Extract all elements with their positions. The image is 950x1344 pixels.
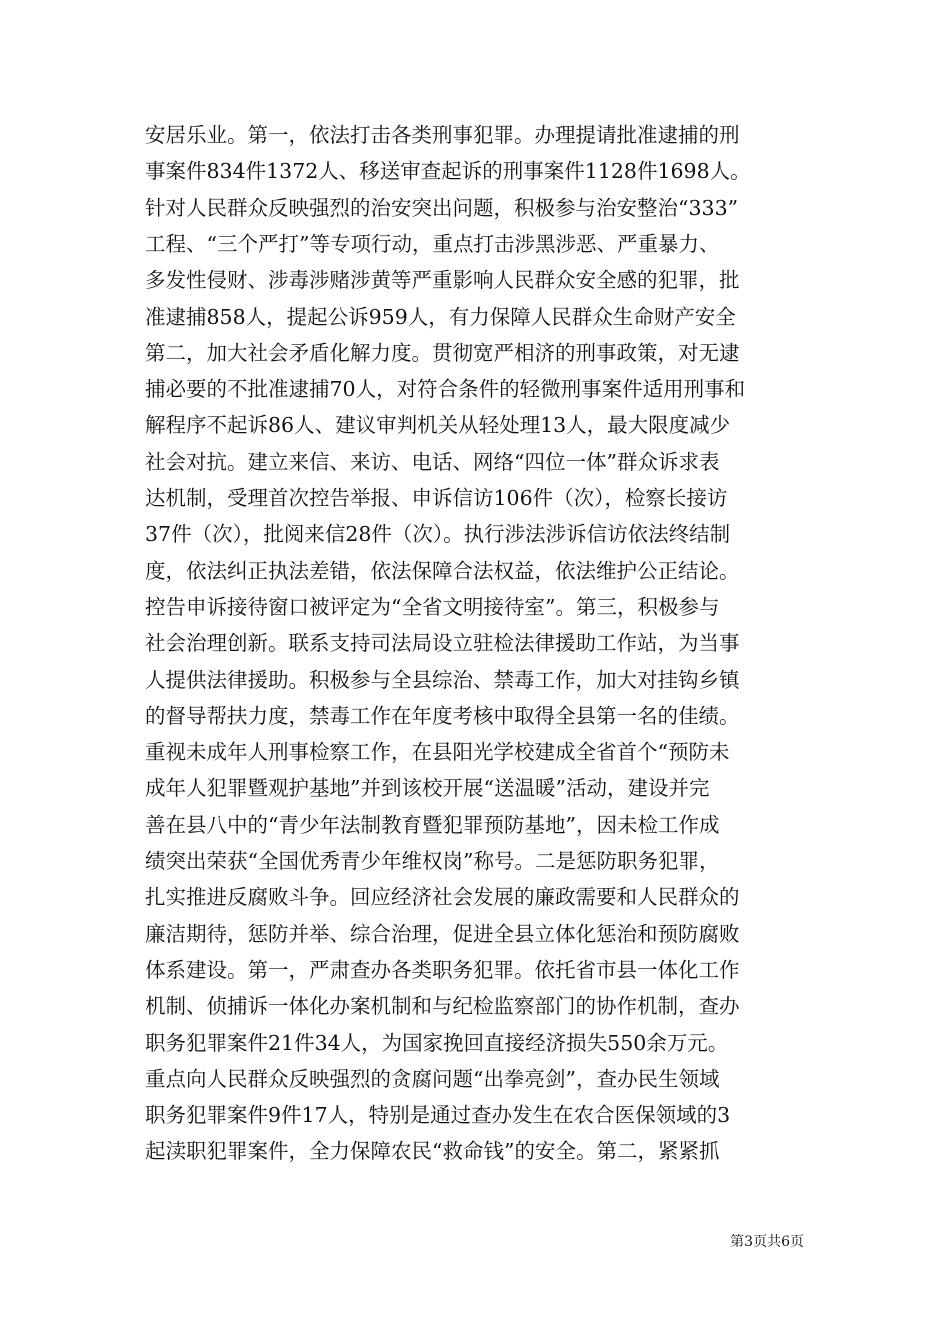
text-line: 第二，加大社会矛盾化解力度。贯彻宽严相济的刑事政策，对无逮	[145, 340, 740, 365]
text-line: 准逮捕858人，提起公诉959人，有力保障人民群众生命财产安全	[145, 304, 736, 329]
text-line: 事案件834件1372人、移送审查起诉的刑事案件1128件1698人。	[145, 159, 751, 184]
page-number-footer: 第3页共6页	[730, 1234, 804, 1250]
text-line: 重视未成年人刑事检察工作，在县阳光学校建成全省首个“预防未	[145, 740, 730, 765]
text-line: 善在县八中的“青少年法制教育暨犯罪预防基地”，因未检工作成	[145, 812, 720, 837]
text-line: 社会治理创新。联系支持司法局设立驻检法律援助工作站，为当事	[145, 631, 740, 656]
text-line: 绩突出荣获“全国优秀青少年维权岗”称号。二是惩防职务犯罪，	[145, 849, 720, 873]
text-line: 针对人民群众反映强烈的治安突出问题，积极参与治安整治“333”	[145, 195, 739, 220]
text-line: 达机制，受理首次控告举报、申诉信访106件（次），检察长接访	[145, 486, 728, 510]
text-line: 机制、侦捕诉一体化办案机制和与纪检监察部门的协作机制，查办	[145, 994, 740, 1019]
text-line: 成年人犯罪暨观护基地”并到该校开展“送温暖”活动，建设并完	[145, 776, 710, 801]
text-line: 控告申诉接待窗口被评定为“全省文明接待室”。第三，积极参与	[145, 594, 720, 619]
text-line: 扎实推进反腐败斗争。回应经济社会发展的廉政需要和人民群众的	[145, 885, 740, 910]
text-line: 解程序不起诉86人、建议审判机关从轻处理13人，最大限度减少	[145, 413, 731, 438]
text-line: 捕必要的不批准逮捕70人，对符合条件的轻微刑事案件适用刑事和	[145, 377, 746, 402]
text-line: 社会对抗。建立来信、来访、电话、网络“四位一体”群众诉求表	[145, 449, 720, 474]
text-line: 度，依法纠正执法差错，依法保障合法权益，依法维护公正结论。	[145, 558, 740, 583]
text-line: 体系建设。第一，严肃查办各类职务犯罪。依托省市县一体化工作	[145, 957, 740, 982]
text-line: 工程、“三个严打”等专项行动，重点打击涉黑涉恶、严重暴力、	[145, 231, 720, 256]
text-line: 多发性侵财、涉毒涉赌涉黄等严重影响人民群众安全感的犯罪，批	[145, 268, 740, 293]
text-line: 重点向人民群众反映强烈的贪腐问题“出拳亮剑”，查办民生领域	[145, 1066, 720, 1091]
text-line: 起渎职犯罪案件，全力保障农民“救命钱”的安全。第二，紧紧抓	[145, 1139, 720, 1164]
text-line: 的督导帮扶力度，禁毒工作在年度考核中取得全县第一名的佳绩。	[145, 703, 740, 728]
text-line: 37件（次），批阅来信28件（次）。执行涉法涉诉信访依法终结制	[145, 522, 731, 547]
text-line: 廉洁期待，惩防并举、综合治理，促进全县立体化惩治和预防腐败	[145, 921, 740, 946]
text-line: 安居乐业。第一，依法打击各类刑事犯罪。办理提请批准逮捕的刑	[145, 123, 740, 147]
text-line: 职务犯罪案件21件34人，为国家挽回直接经济损失550余万元。	[145, 1030, 729, 1055]
text-line: 职务犯罪案件9件17人，特别是通过查办发生在农合医保领域的3	[145, 1103, 731, 1128]
text-line: 人提供法律援助。积极参与全县综治、禁毒工作，加大对挂钩乡镇	[145, 667, 740, 692]
